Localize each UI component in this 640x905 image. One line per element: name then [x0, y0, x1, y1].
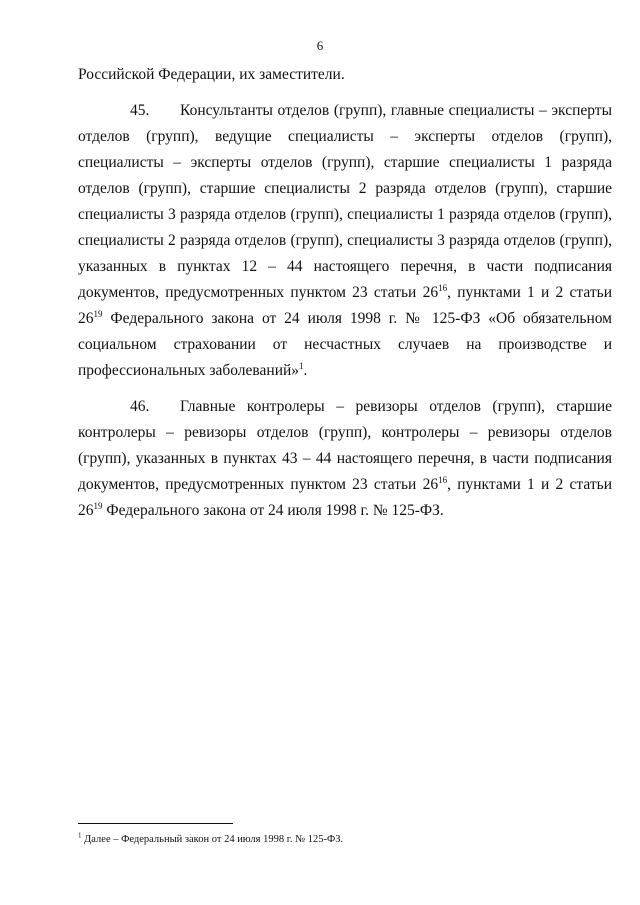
- superscript: 19: [93, 500, 103, 511]
- paragraph-number: 46.: [130, 398, 150, 415]
- footnote-marker: 1: [78, 831, 82, 840]
- paragraph-text: Федерального закона от 24 июля 1998 г. № 125-ФЗ.: [102, 502, 444, 519]
- footnote: [78, 833, 612, 847]
- superscript: 19: [93, 308, 103, 319]
- footnote-reference: 1: [299, 360, 304, 371]
- superscript: 16: [438, 474, 448, 485]
- paragraph-46: [78, 394, 612, 524]
- document-body: [78, 62, 612, 534]
- paragraph-text: , пунктами 1 и 2 статьи 26: [78, 284, 612, 327]
- paragraph-text: Консультанты отделов (групп), главные специалисты – эксперты отделов (групп), ведущие специалисты – эксперты отделов (групп), специалисты – эксперты отделов (групп), старшие специалисты 1 разряда отделов (групп), старшие специалисты 2 разряда отделов (групп), старшие специалисты 3 разряда отделов (групп), специалисты 1 разряда отделов (групп), специалисты 2 разряда отделов (групп), специалисты 3 разряда отделов (групп), указанных в пунктах 12 – 44 настоящего перечня, в части подписания документов, предусмотренных пунктом 23 статьи 26: [78, 102, 612, 301]
- paragraph-text: .: [303, 362, 308, 379]
- paragraph-text: , пунктами 1 и 2 статьи 26: [78, 476, 612, 519]
- paragraph-text: Федерального закона от 24 июля 1998 г. № 125-ФЗ «Об обязательном социальном страховании от несчастных случаев на производстве и профессиональных заболеваний»: [78, 310, 612, 379]
- paragraph-text: Главные контролеры – ревизоры отделов (групп), старшие контролеры – ревизоры отделов (групп), контролеры – ревизоры отделов (групп), указанных в пунктах 43 – 44 настоящего перечня, в части подписания документов, предусмотренных пунктом 23 статьи 26: [78, 398, 612, 493]
- footnote-divider: [78, 823, 233, 824]
- page-number: 6: [316, 38, 324, 53]
- footnote-text: Далее – Федеральный закон от 24 июля 1998 г. № 125-ФЗ.: [81, 834, 344, 845]
- intro-line: Российской Федерации, их заместители.: [78, 66, 345, 83]
- superscript: 16: [438, 282, 448, 293]
- paragraph-45: [78, 98, 612, 384]
- paragraph-number: 45.: [130, 102, 150, 119]
